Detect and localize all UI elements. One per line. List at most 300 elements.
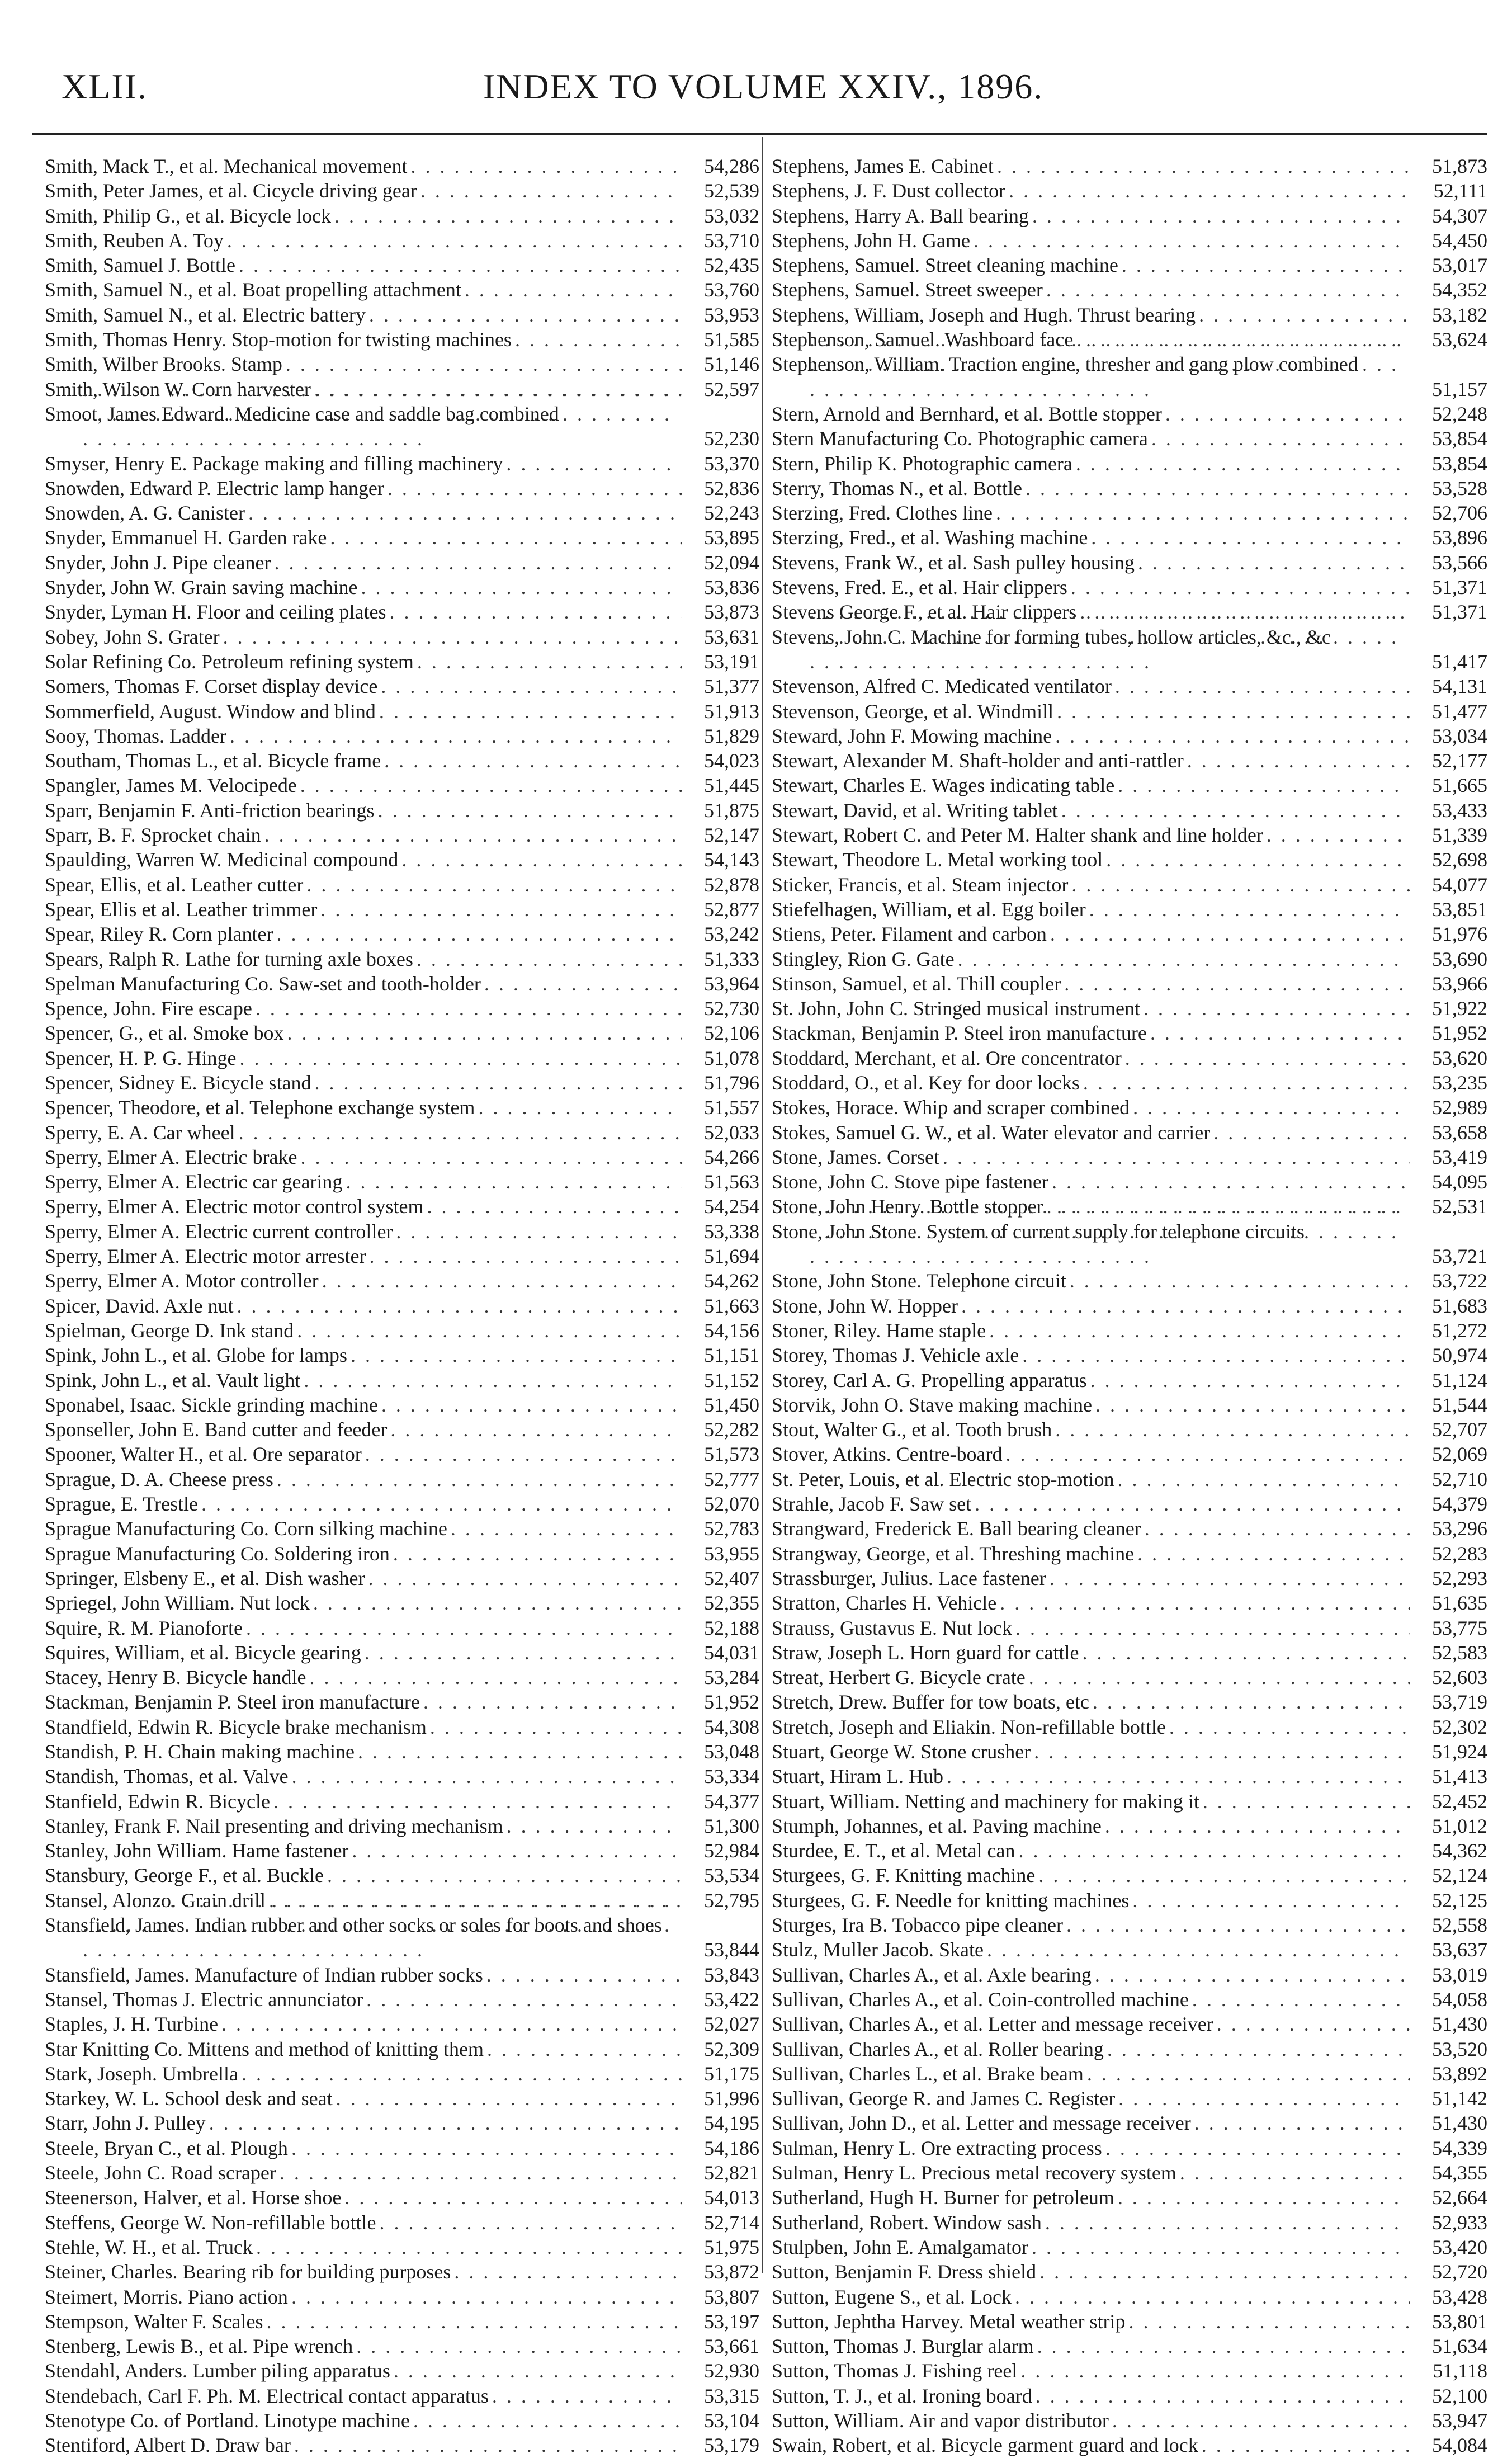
entry-number: 53,710 [704, 229, 759, 252]
leader-dots [300, 773, 682, 798]
index-entry [45, 1194, 759, 1219]
leader-dots [264, 823, 682, 847]
leader-dots [1066, 1913, 1410, 1937]
entry-number: 51,924 [1432, 1740, 1487, 1763]
entry-number: 51,477 [1432, 700, 1487, 723]
leader-dots [379, 699, 682, 724]
entry-number: 52,603 [1432, 1666, 1487, 1689]
index-entry [45, 748, 759, 773]
index-entry [772, 1888, 1487, 1913]
leader-dots [417, 947, 682, 971]
index-entry [45, 724, 759, 748]
leader-dots [515, 327, 682, 352]
entry-text: Sutherland, Hugh H. Burner for petroleum [772, 2186, 1114, 2209]
entry-text: Swain, Robert, et al. Bicycle garment guard and lock [772, 2434, 1198, 2457]
index-entry [772, 550, 1487, 575]
leader-dots [1129, 2309, 1411, 2334]
entry-text: Smith, Wilber Brooks. Stamp [45, 353, 282, 376]
entry-text: Stehle, W. H., et al. Truck [45, 2235, 253, 2258]
entry-text: Spooner, Walter H., et al. Ore separator [45, 1443, 362, 1466]
entry-number: 52,106 [704, 1022, 759, 1045]
entry-text: Stackman, Benjamin P. Steel iron manufacture [45, 1691, 420, 1714]
entry-number: 54,308 [704, 1715, 759, 1738]
leader-dots [280, 2160, 682, 2185]
leader-dots [1137, 1541, 1410, 1566]
leader-dots [1187, 748, 1410, 773]
entry-text: Spriegel, John William. Nut lock [45, 1592, 310, 1615]
leader-dots [1106, 847, 1410, 872]
entry-text: St. Peter, Louis, et al. Electric stop-motion [772, 1468, 1114, 1490]
entry-text: Stern, Arnold and Bernhard, et al. Bottle stopper [772, 402, 1162, 425]
index-entry [772, 1417, 1487, 1442]
entry-number: 53,034 [1432, 724, 1487, 747]
entry-number: 54,095 [1432, 1171, 1487, 1193]
leader-dots [294, 2433, 682, 2457]
leader-dots [246, 1616, 682, 1640]
index-entry [772, 2210, 1487, 2235]
index-entry [772, 1442, 1487, 1466]
index-entry [772, 277, 1487, 302]
entry-number: 52,720 [1432, 2261, 1487, 2284]
entry-text: Stevens, John C. Machine for forming tubes, hollow articles, &c., &c [772, 625, 1331, 648]
leader-dots [430, 1715, 682, 1739]
leader-dots [201, 1492, 682, 1516]
index-entry [45, 2136, 759, 2160]
entry-number: 53,851 [1432, 898, 1487, 921]
leader-dots [1026, 476, 1410, 501]
entry-text: Sperry, Elmer A. Electric car gearing [45, 1171, 343, 1193]
index-entry [772, 1715, 1487, 1739]
index-entry [45, 798, 759, 823]
index-entry [772, 1913, 1487, 1937]
entry-number: 51,573 [704, 1443, 759, 1466]
leader-dots [256, 996, 682, 1021]
leader-dots [487, 2037, 682, 2061]
index-entry [45, 575, 759, 600]
entry-text: Stevenson, Alfred C. Medicated ventilator [772, 675, 1112, 698]
entry-number: 54,379 [1432, 1493, 1487, 1516]
index-entry [45, 1268, 759, 1293]
leader-dots [507, 1814, 682, 1838]
entry-number: 51,151 [704, 1344, 759, 1367]
entry-text: Stanfield, Edwin R. Bicycle [45, 1790, 270, 1813]
entry-text: Stackman, Benjamin P. Steel iron manufacture [772, 1022, 1147, 1045]
leader-dots [451, 1516, 682, 1541]
entry-text: Stewart, Alexander M. Shaft-holder and anti-rattler [772, 749, 1184, 772]
index-entry [45, 1838, 759, 1863]
index-entry [45, 1442, 759, 1466]
entry-number: 53,836 [704, 576, 759, 599]
index-entry [772, 402, 1487, 426]
index-entry [772, 2037, 1487, 2061]
entry-number: 53,433 [1432, 799, 1487, 822]
entry-number: 51,377 [704, 675, 759, 698]
leader-dots [975, 1492, 1410, 1516]
leader-dots [381, 1393, 682, 1417]
entry-number: 51,683 [1432, 1294, 1487, 1317]
entry-text: Stone, John C. Stove pipe fastener [772, 1171, 1048, 1193]
entry-text: Stacey, Henry B. Bicycle handle [45, 1666, 306, 1689]
entry-number: 54,362 [1432, 1839, 1487, 1862]
page-header [62, 66, 1465, 111]
index-entry [772, 2358, 1487, 2383]
leader-dots [239, 253, 682, 277]
entry-text: Spink, John L., et al. Vault light [45, 1369, 301, 1391]
entry-number: 52,248 [1432, 402, 1487, 425]
entry-text: Stout, Walter G., et al. Tooth brush [772, 1418, 1052, 1441]
index-entry [772, 1640, 1487, 1665]
entry-text: Stern, Philip K. Photographic camera [772, 452, 1072, 475]
leader-dots [369, 1244, 682, 1268]
leader-dots [286, 352, 682, 376]
entry-text: Stoner, Riley. Hame staple [772, 1319, 986, 1342]
leader-dots [368, 1566, 682, 1591]
entry-number-line [45, 1937, 759, 1962]
leader-dots [1133, 1095, 1410, 1120]
index-entry [45, 253, 759, 277]
entry-text: Sprague Manufacturing Co. Soldering iron [45, 1542, 390, 1565]
index-entry [45, 2160, 759, 2185]
leader-dots [1006, 1442, 1411, 1466]
leader-dots [361, 575, 682, 600]
index-entry [45, 1814, 759, 1838]
entry-text: Stinson, Samuel, et al. Thill coupler [772, 972, 1061, 995]
entry-number: 52,309 [704, 2037, 759, 2060]
leader-dots [330, 525, 682, 550]
column-divider [762, 137, 763, 2273]
entry-text: Storvik, John O. Stave making machine [772, 1393, 1092, 1416]
index-entry [772, 1937, 1487, 1962]
index-entry [772, 748, 1487, 773]
leader-dots [369, 303, 682, 327]
entry-number: 52,710 [1432, 1468, 1487, 1490]
entry-number: 52,539 [704, 180, 759, 202]
leader-dots [1144, 996, 1410, 1021]
entry-text: Smith, Philip G., et al. Bicycle lock [45, 204, 331, 227]
entry-text: Spencer, H. P. G. Hinge [45, 1046, 237, 1069]
entry-number: 54,339 [1432, 2136, 1487, 2159]
leader-dots [237, 1294, 683, 1318]
leader-dots [274, 550, 682, 575]
index-entry [45, 2358, 759, 2383]
index-entry [45, 402, 759, 451]
index-entry [45, 1962, 759, 1987]
leader-dots [388, 476, 682, 501]
index-entry [45, 525, 759, 550]
entry-number: 52,069 [1432, 1443, 1487, 1466]
entry-text: Spicer, David. Axle nut [45, 1294, 234, 1317]
entry-number: 53,419 [1432, 1145, 1487, 1168]
entry-number: 53,338 [704, 1220, 759, 1243]
entry-text: Sponabel, Isaac. Sickle grinding machine [45, 1393, 378, 1416]
leader-dots [427, 1194, 683, 1219]
entry-number-line [772, 649, 1487, 674]
entry-text: Stephens, James E. Cabinet [772, 155, 994, 177]
entry-text: Stansbury, George F., et al. Buckle [45, 1864, 324, 1887]
index-entry [45, 2384, 759, 2408]
leader-dots [314, 1070, 682, 1095]
entry-number: 52,877 [704, 898, 759, 921]
leader-dots [1052, 1169, 1410, 1194]
entry-text: Stone, John Henry. Bottle stopper [772, 1195, 1043, 1218]
entry-text: Springer, Elsbeny E., et al. Dish washer [45, 1567, 365, 1589]
index-entry [772, 2136, 1487, 2160]
entry-text: Sparr, B. F. Sprocket chain [45, 824, 261, 847]
leader-dots [417, 649, 682, 674]
page-title: INDEX TO VOLUME XXIV., 1896. [483, 67, 1044, 106]
leader-dots [1095, 1393, 1410, 1417]
index-entry [45, 1120, 759, 1145]
index-entry [45, 2259, 759, 2284]
entry-number: 54,377 [704, 1790, 759, 1813]
entry-number: 53,631 [704, 625, 759, 648]
entry-number: 54,031 [704, 1641, 759, 1664]
entry-number: 51,445 [704, 774, 759, 797]
leader-dots [306, 872, 682, 897]
index-entry [45, 2433, 759, 2457]
index-entry [772, 1169, 1487, 1194]
leader-dots [242, 2061, 682, 2086]
index-entry [772, 971, 1487, 996]
entry-text: Stone, John Stone. System of current supply for telephone circuits [772, 1220, 1305, 1243]
entry-number: 52,531 [1432, 1195, 1487, 1218]
index-entry [45, 2037, 759, 2061]
index-entry [772, 1616, 1487, 1640]
leader-dots [365, 1640, 682, 1665]
entry-text: Stokes, Samuel G. W., et al. Water elevator and carrier [772, 1121, 1211, 1144]
leader-dots [1020, 2358, 1410, 2383]
index-entry [772, 204, 1487, 228]
leader-dots [1118, 2185, 1410, 2210]
entry-text: Spencer, Sidney E. Bicycle stand [45, 1071, 311, 1094]
leader-dots [304, 1368, 682, 1393]
index-entry [772, 1690, 1487, 1714]
index-entry [772, 501, 1487, 525]
entry-text: Stenotype Co. of Portland. Linotype machine [45, 2409, 410, 2432]
entry-number: 53,428 [1432, 2285, 1487, 2308]
index-entry [45, 823, 759, 847]
entry-number: 51,952 [1432, 1022, 1487, 1045]
leader-dots [223, 625, 682, 649]
leader-dots [478, 1095, 682, 1120]
index-entry [45, 996, 759, 1021]
entry-text: Starkey, W. L. School desk and seat [45, 2087, 333, 2110]
leader-dots [336, 2086, 682, 2111]
entry-text: Sprague, E. Trestle [45, 1493, 198, 1516]
index-entry [772, 2111, 1487, 2135]
leader-dots [1105, 2136, 1410, 2160]
index-entry [772, 2309, 1487, 2334]
index-entry [772, 1343, 1487, 1367]
index-entry [45, 2185, 759, 2210]
entry-text: Stempson, Walter F. Scales [45, 2310, 263, 2333]
index-entry [772, 2408, 1487, 2433]
entry-number: 51,563 [704, 1171, 759, 1193]
index-entry [45, 1417, 759, 1442]
entry-text: Stevens, Fred. E., et al. Hair clippers [772, 576, 1067, 599]
entry-number: 52,452 [1432, 1790, 1487, 1813]
entry-text: Sperry, Elmer A. Electric current controller [45, 1220, 393, 1243]
index-entry [45, 1987, 759, 2012]
entry-number: 53,719 [1432, 1691, 1487, 1714]
leader-dots [1169, 1715, 1410, 1739]
entry-number: 53,947 [1432, 2409, 1487, 2432]
entry-number: 53,017 [1432, 254, 1487, 277]
leader-dots [989, 1318, 1410, 1343]
leader-dots [389, 600, 682, 624]
leader-dots [1112, 2408, 1410, 2433]
leader-dots [334, 204, 682, 228]
leader-dots [1055, 1417, 1410, 1442]
entry-text: Sutton, Eugene S., et al. Lock [772, 2285, 1012, 2308]
leader-dots [83, 377, 682, 451]
entry-number: 54,266 [704, 1145, 759, 1168]
leader-dots [1180, 2160, 1410, 2185]
index-entry [772, 154, 1487, 178]
index-entry [45, 277, 759, 302]
entry-number: 51,430 [1432, 2112, 1487, 2135]
index-entry [772, 1368, 1487, 1393]
entry-number: 54,262 [704, 1270, 759, 1292]
leader-dots [313, 1591, 682, 1615]
entry-number: 52,435 [704, 254, 759, 277]
leader-dots [1050, 1566, 1410, 1591]
entry-number-line [45, 426, 759, 451]
index-entry [772, 847, 1487, 872]
leader-dots [1050, 922, 1410, 946]
leader-dots [1199, 303, 1410, 327]
leader-dots [1019, 1838, 1410, 1863]
entry-text: Stephenson, Samuel. Washboard face [772, 328, 1074, 351]
leader-dots [83, 1888, 682, 1962]
entry-number: 52,407 [704, 1567, 759, 1589]
leader-dots [423, 1690, 682, 1714]
entry-text: Smith, Samuel J. Bottle [45, 254, 236, 277]
index-entry [772, 823, 1487, 847]
entry-text: Stephens, Samuel. Street sweeper [772, 279, 1043, 301]
entry-text: Straw, Joseph L. Horn guard for cattle [772, 1641, 1079, 1664]
leader-dots [1036, 2384, 1410, 2408]
index-entry [45, 699, 759, 724]
index-entry [45, 451, 759, 476]
entry-text: Spence, John. Fire escape [45, 997, 252, 1020]
entry-number: 54,013 [704, 2186, 759, 2209]
entry-number: 53,242 [704, 923, 759, 946]
entry-text: Sponseller, John E. Band cutter and feeder [45, 1418, 388, 1441]
entry-text: Sobey, John S. Grater [45, 625, 220, 648]
index-entry [45, 1541, 759, 1566]
entry-text: Steffens, George W. Non-refillable bottle [45, 2211, 376, 2234]
index-entry [772, 625, 1487, 674]
entry-number: 52,730 [704, 997, 759, 1020]
index-entry [772, 1962, 1487, 1987]
entry-text: Sullivan, George R. and James C. Register [772, 2087, 1116, 2110]
index-entry [772, 872, 1487, 897]
leader-dots [492, 2384, 682, 2408]
entry-number: 51,339 [1432, 824, 1487, 847]
leader-dots [291, 2285, 682, 2309]
index-entry [772, 1294, 1487, 1318]
entry-text: Sturgees, G. F. Needle for knitting machines [772, 1889, 1130, 1912]
index-entry [772, 1541, 1487, 1566]
index-entry [45, 773, 759, 798]
index-entry [772, 426, 1487, 451]
leader-dots [1145, 1516, 1410, 1541]
index-entry [45, 674, 759, 699]
entry-text: Sparr, Benjamin F. Anti-friction bearings [45, 799, 375, 822]
entry-number: 52,355 [704, 1592, 759, 1615]
index-entry [45, 476, 759, 501]
entry-text: Streat, Herbert G. Bicycle crate [772, 1666, 1026, 1689]
entry-number: 52,094 [704, 551, 759, 574]
index-entry [45, 303, 759, 327]
entry-text: Stretch, Drew. Buffer for tow boats, etc [772, 1691, 1089, 1714]
entry-number: 54,355 [1432, 2162, 1487, 2185]
leader-dots [393, 1541, 682, 1566]
leader-dots [1150, 1021, 1410, 1045]
index-entry [772, 228, 1487, 253]
entry-text: Spink, John L., et al. Globe for lamps [45, 1344, 347, 1367]
index-entry [45, 1516, 759, 1541]
entry-text: Sterry, Thomas N., et al. Bottle [772, 476, 1022, 499]
entry-number: 52,230 [704, 427, 759, 450]
leader-dots [1038, 1863, 1410, 1888]
index-entry [45, 1690, 759, 1714]
entry-number: 53,315 [704, 2384, 759, 2407]
entry-text: Stewart, Robert C. and Peter M. Halter shank and line holder [772, 824, 1263, 847]
entry-number: 51,157 [1432, 378, 1487, 400]
leader-dots [1203, 1789, 1410, 1814]
entry-number: 52,177 [1432, 749, 1487, 772]
entry-text: Strauss, Gustavus E. Nut lock [772, 1616, 1012, 1639]
leader-dots [1118, 2086, 1410, 2111]
index-entry [45, 2210, 759, 2235]
index-entry [772, 1268, 1487, 1293]
entry-number: 54,450 [1432, 229, 1487, 252]
index-entry [45, 1715, 759, 1739]
index-entry [45, 1219, 759, 1244]
entry-text: Standish, Thomas, et al. Valve [45, 1765, 289, 1788]
entry-text: Stendebach, Carl F. Ph. M. Electrical contact apparatus [45, 2384, 489, 2407]
leader-dots [297, 1318, 682, 1343]
entry-text: Snowden, A. G. Canister [45, 502, 245, 525]
index-entry [45, 1640, 759, 1665]
entry-text: Snowden, Edward P. Electric lamp hanger [45, 476, 384, 499]
leader-dots [276, 922, 682, 946]
entry-text: Storey, Thomas J. Vehicle axle [772, 1344, 1019, 1367]
index-entry [45, 204, 759, 228]
entry-number: 52,706 [1432, 502, 1487, 525]
entry-number: 54,058 [1432, 1988, 1487, 2011]
index-entry [45, 1616, 759, 1640]
entry-number: 52,070 [704, 1493, 759, 1516]
index-entry [45, 947, 759, 971]
index-entry [772, 1492, 1487, 1516]
leader-dots [1217, 2012, 1410, 2036]
index-entry [772, 1814, 1487, 1838]
index-entry [45, 2061, 759, 2086]
entry-number: 52,027 [704, 2013, 759, 2036]
index-entry [45, 1863, 759, 1888]
entry-number: 52,821 [704, 2162, 759, 2185]
index-entry [45, 178, 759, 203]
index-entry [772, 1318, 1487, 1343]
leader-dots [322, 1268, 682, 1293]
index-entry [772, 699, 1487, 724]
entry-text: Stokes, Horace. Whip and scraper combined [772, 1096, 1130, 1119]
entry-text: Sutton, Benjamin F. Dress shield [772, 2261, 1037, 2284]
leader-dots [381, 674, 682, 699]
